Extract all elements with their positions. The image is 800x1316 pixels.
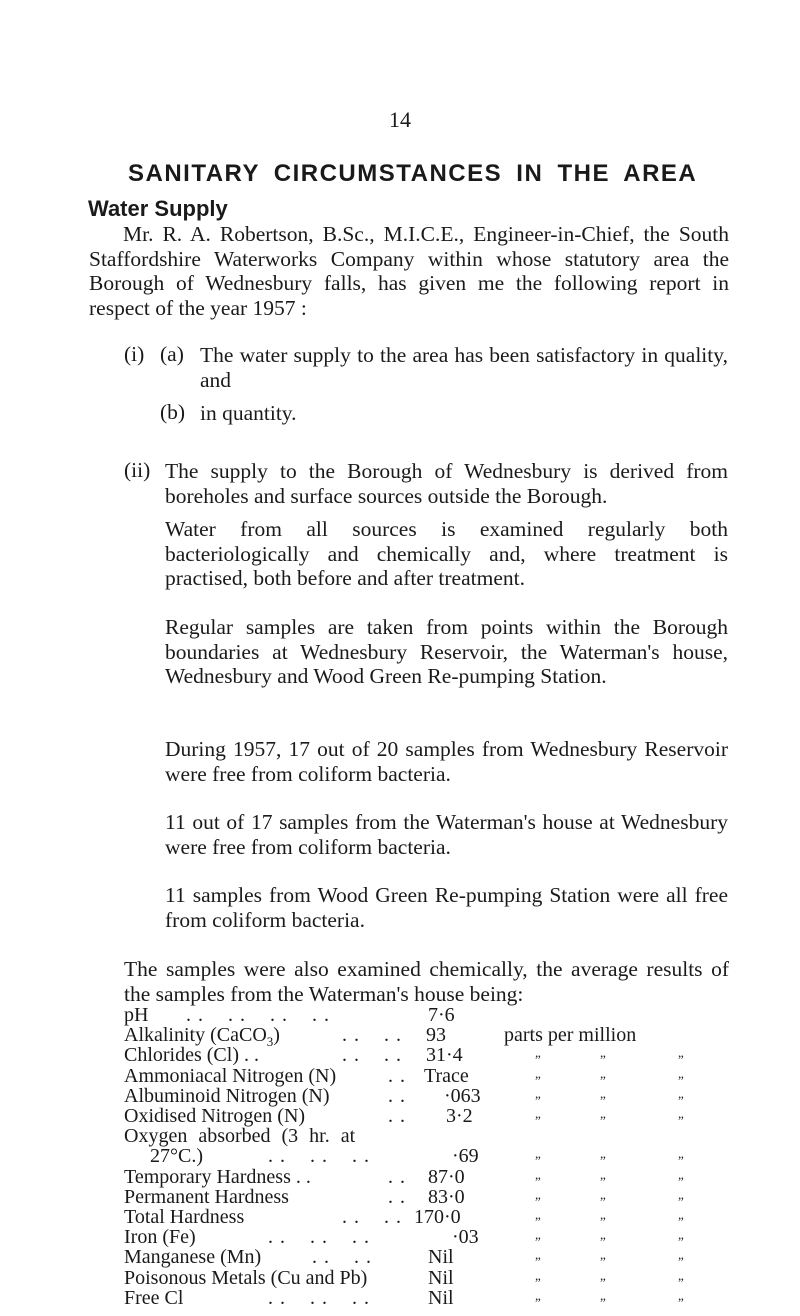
- ditto-mark: ”: [535, 1153, 541, 1169]
- table-row: [0, 1287, 800, 1311]
- ditto-mark: ”: [678, 1173, 684, 1189]
- row-label: Total Hardness: [124, 1206, 245, 1228]
- row-label: Permanent Hardness: [124, 1185, 289, 1208]
- row-value: Nil: [428, 1246, 454, 1269]
- row-label: Oxidised Nitrogen (N): [124, 1105, 306, 1127]
- ditto-mark: ”: [600, 1092, 606, 1108]
- ditto-mark: ”: [600, 1153, 606, 1169]
- ditto-mark: ”: [535, 1052, 541, 1068]
- row-value: Nil: [428, 1266, 454, 1289]
- page-number: 14: [389, 107, 411, 132]
- row-label: Albuminoid Nitrogen (N): [124, 1084, 330, 1107]
- item-b-text: in quantity.: [200, 401, 297, 425]
- row-value: ·063: [444, 1084, 481, 1107]
- row-leader: . . . .: [342, 1024, 402, 1047]
- item-b-marker: (b): [160, 400, 186, 424]
- paragraph-reservoir-results: During 1957, 17 out of 20 samples from Wednesbury Reservoir were free from coliform bacteria.: [165, 737, 728, 786]
- row-leader: . . . .: [312, 1246, 372, 1269]
- row-leader: . . . .: [342, 1044, 402, 1067]
- item-a-text: The water supply to the area has been satisfactory in quality, and: [200, 343, 728, 392]
- item-i-marker: (i): [124, 342, 145, 366]
- ditto-mark: ”: [678, 1234, 684, 1250]
- row-leader: . . . .: [342, 1206, 402, 1228]
- row-value: 3·2: [446, 1105, 473, 1127]
- row-unit: parts per million: [504, 1024, 637, 1047]
- ditto-mark: ”: [678, 1092, 684, 1108]
- ditto-mark: ”: [535, 1113, 541, 1128]
- paragraph-sampling-points: Regular samples are taken from points within the Borough boundaries at Wednesbury Reservoir, the Waterman's house, Wednesbury and Wood Green Re-pumping Station.: [165, 615, 728, 688]
- row-label: 27°C.): [150, 1145, 203, 1168]
- ditto-mark: ”: [678, 1052, 684, 1068]
- item-a-marker: (a): [160, 342, 184, 366]
- row-leader: . .: [388, 1105, 406, 1127]
- ditto-mark: ”: [600, 1214, 606, 1229]
- row-label: Iron (Fe): [124, 1226, 196, 1249]
- row-leader: . . . . . . . .: [186, 1004, 330, 1026]
- ditto-mark: ”: [678, 1214, 684, 1229]
- ditto-mark: ”: [600, 1234, 606, 1250]
- row-value: 7·6: [428, 1004, 455, 1026]
- row-leader: . . . . . .: [268, 1226, 370, 1249]
- row-value: 93: [426, 1024, 446, 1047]
- row-leader: . . . . . .: [268, 1145, 370, 1168]
- ditto-mark: ”: [535, 1072, 541, 1088]
- paragraph-examination: Water from all sources is examined regularly both bacteriologically and chemically and, where treatment is practised, both before and after treatment.: [165, 517, 728, 590]
- ditto-mark: ”: [535, 1092, 541, 1108]
- row-leader: . .: [388, 1185, 406, 1208]
- ditto-mark: ”: [600, 1052, 606, 1068]
- ditto-mark: ”: [678, 1254, 684, 1270]
- ditto-mark: ”: [678, 1113, 684, 1128]
- row-label: Poisonous Metals (Cu and Pb): [124, 1266, 368, 1289]
- row-leader: . .: [388, 1084, 406, 1107]
- subsection-heading: Water Supply: [88, 196, 228, 221]
- row-value: 87·0: [428, 1165, 465, 1188]
- paragraph-chemical-intro: The samples were also examined chemically, the average results of the samples from the Waterman's house being:: [124, 957, 729, 1006]
- row-value: ·69: [452, 1145, 479, 1168]
- ditto-mark: ”: [535, 1254, 541, 1270]
- row-value: 31·4: [426, 1044, 463, 1067]
- row-label: Manganese (Mn): [124, 1246, 262, 1269]
- ditto-mark: ”: [600, 1072, 606, 1088]
- row-label: pH: [124, 1004, 149, 1026]
- row-label: Temporary Hardness . .: [124, 1165, 311, 1188]
- paragraph-waterman-results: 11 out of 17 samples from the Waterman's house at Wednesbury were free from coliform bacteria.: [165, 810, 728, 859]
- row-leader: . .: [388, 1064, 406, 1087]
- ditto-mark: ”: [600, 1193, 606, 1209]
- ditto-mark: ”: [600, 1173, 606, 1189]
- row-leader: . .: [388, 1165, 406, 1188]
- ditto-mark: ”: [535, 1193, 541, 1209]
- ditto-mark: ”: [678, 1153, 684, 1169]
- row-value: Trace: [424, 1064, 469, 1087]
- row-value: ·03: [452, 1226, 479, 1249]
- ditto-mark: ”: [678, 1193, 684, 1209]
- intro-paragraph: Mr. R. A. Robertson, B.Sc., M.I.C.E., Engineer-in-Chief, the South Staffordshire Waterworks Company within whose statutory area the Borough of Wednesbury falls, has given me the following report in respect of the year 1957 :: [89, 222, 729, 320]
- ditto-mark: ”: [678, 1072, 684, 1088]
- row-value: 83·0: [428, 1185, 465, 1208]
- ditto-mark: ”: [535, 1294, 541, 1310]
- ditto-mark: ”: [678, 1294, 684, 1310]
- ditto-mark: ”: [535, 1234, 541, 1250]
- ditto-mark: ”: [600, 1254, 606, 1270]
- ditto-mark: ”: [678, 1274, 684, 1290]
- ditto-mark: ”: [600, 1274, 606, 1290]
- row-label: Alkalinity (CaCO$_3$): [124, 1024, 280, 1050]
- ditto-mark: ”: [535, 1274, 541, 1290]
- row-label: Free Cl: [124, 1286, 184, 1309]
- row-leader: . . . . . .: [268, 1286, 370, 1309]
- item-ii-marker: (ii): [124, 458, 151, 482]
- ditto-mark: ”: [600, 1294, 606, 1310]
- row-value: 170·0: [414, 1206, 461, 1228]
- ditto-mark: ”: [600, 1113, 606, 1128]
- row-value: Nil: [428, 1286, 454, 1309]
- item-ii-text: The supply to the Borough of Wednesbury is derived from boreholes and surface sources outside the Borough.: [165, 459, 728, 508]
- section-heading: SANITARY CIRCUMSTANCES IN THE AREA: [128, 160, 698, 187]
- ditto-mark: ”: [535, 1173, 541, 1189]
- row-label: Chlorides (Cl) . .: [124, 1044, 259, 1067]
- row-label: Oxygen absorbed (3 hr. at: [124, 1125, 356, 1148]
- row-label: Ammoniacal Nitrogen (N): [124, 1064, 337, 1087]
- ditto-mark: ”: [535, 1214, 541, 1229]
- paragraph-wood-green-results: 11 samples from Wood Green Re-pumping Station were all free from coliform bacteria.: [165, 883, 728, 932]
